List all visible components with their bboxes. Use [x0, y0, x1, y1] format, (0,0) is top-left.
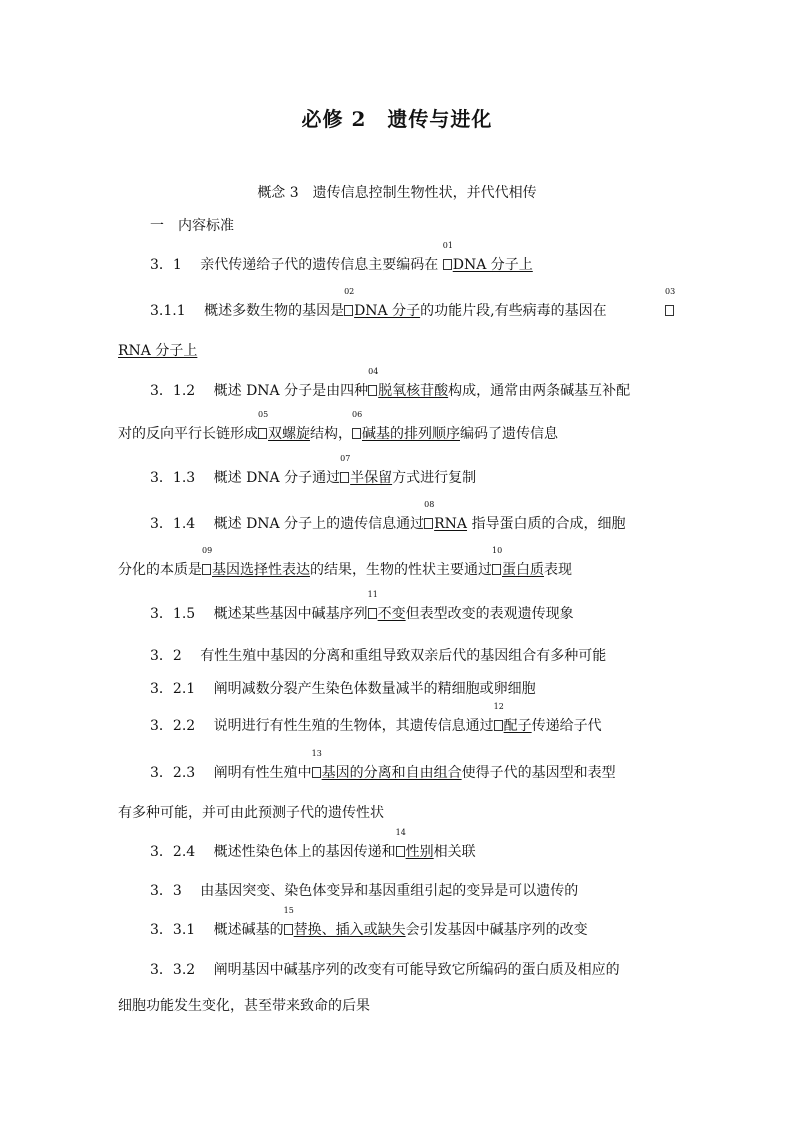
item-text: 由基因突变、染色体变异和基因重组引起的变异是可以遗传的 [200, 883, 579, 899]
item-text: 的结果，生物的性状主要通过 [310, 562, 492, 578]
item-number: 3．3 [150, 883, 182, 899]
item-text: 指导蛋白质的合成，细胞 [467, 516, 626, 532]
item-3-1-2 [150, 367, 631, 401]
item-text: 传递给子代 [531, 718, 602, 734]
item-text: 分化的本质是 [118, 562, 202, 578]
item-text: 概述某些基因中碱基序列 [213, 606, 368, 622]
answer-blank [492, 546, 503, 580]
answer-blank [424, 500, 435, 534]
item-3-1-1-cont [118, 341, 197, 361]
answer-text: 替换、插入或缺失 [293, 922, 406, 938]
checkbox-icon [258, 428, 267, 439]
item-number: 3．3.1 [150, 922, 196, 938]
answer-text: 脱氧核苷酸 [378, 383, 449, 399]
item-number: 3．2 [150, 648, 182, 664]
answer-text: 基因的分离和自由组合 [321, 765, 462, 781]
item-text: 概述 DNA 分子通过 [213, 470, 341, 486]
answer-text: 蛋白质 [502, 562, 544, 578]
item-3-1-1 [150, 287, 607, 321]
item-number: 3．3.2 [150, 962, 196, 978]
item-number: 3．1.5 [150, 606, 196, 622]
checkbox-icon [368, 385, 377, 396]
blank-number: 03 [665, 287, 676, 296]
blank-number: 11 [367, 590, 378, 599]
item-text: 阐明减数分裂产生染色体数量减半的精细胞或卵细胞 [213, 681, 536, 697]
blank-number: 12 [493, 702, 504, 711]
answer-text: RNA 分子上 [118, 343, 198, 359]
checkbox-icon [352, 428, 361, 439]
item-text: 有性生殖中基因的分离和重组导致双亲后代的基因组合有多种可能 [200, 648, 607, 664]
checkbox-icon [340, 472, 349, 483]
item-number: 3.1.1 [150, 303, 186, 319]
answer-text: 性别 [405, 844, 434, 860]
answer-text: 不变 [377, 606, 406, 622]
answer-blank [258, 410, 269, 444]
item-text: 构成，通常由两条碱基互补配 [448, 383, 631, 399]
item-3-2-3-cont [118, 803, 384, 823]
item-text: 对的反向平行长链形成 [118, 426, 258, 442]
item-3-1-3 [150, 454, 477, 488]
answer-blank [340, 454, 351, 488]
item-text: 阐明有性生殖中 [213, 765, 312, 781]
item-number: 3．2.4 [150, 844, 196, 860]
checkbox-icon [312, 767, 321, 778]
answer-blank [311, 749, 322, 783]
answer-text: DNA 分子 [354, 303, 421, 319]
item-number: 3．1.2 [150, 383, 196, 399]
item-3-3 [150, 881, 578, 901]
checkbox-icon [368, 608, 377, 619]
answer-text: 配子 [503, 718, 532, 734]
answer-blank [665, 287, 676, 321]
blank-number: 15 [283, 906, 294, 915]
answer-blank [344, 287, 355, 321]
answer-blank [395, 828, 406, 862]
blank-number: 05 [258, 410, 269, 419]
item-3-1-5 [150, 590, 574, 624]
item-text: 使得子代的基因型和表型 [461, 765, 616, 781]
item-3-2 [150, 646, 606, 666]
answer-blank [368, 367, 379, 401]
blank-number: 10 [492, 546, 503, 555]
item-text: 表现 [544, 562, 572, 578]
answer-text: 基因选择性表达 [212, 562, 310, 578]
blank-number: 09 [202, 546, 213, 555]
answer-text: DNA 分子上 [452, 257, 533, 273]
answer-blank [442, 241, 453, 275]
item-text: 说明进行有性生殖的生物体，其遗传信息通过 [213, 718, 494, 734]
blank-number: 04 [368, 367, 379, 376]
page-title: 必修 2 遗传与进化 [301, 107, 493, 131]
item-3-3-1 [150, 906, 588, 940]
item-text: 亲代传递给子代的遗传信息主要编码在 [200, 257, 439, 273]
checkbox-icon [443, 259, 452, 270]
checkbox-icon [396, 846, 405, 857]
concept-title: 概念 3 遗传信息控制生物性状，并代代相传 [257, 185, 537, 201]
item-text: 阐明基因中碱基序列的改变有可能导致它所编码的蛋白质及相应的 [213, 962, 620, 978]
item-text: 概述 DNA 分子上的遗传信息通过 [213, 516, 425, 532]
item-3-1-2-cont [118, 410, 558, 444]
item-text: 但表型改变的表观遗传现象 [405, 606, 574, 622]
item-text: 概述 DNA 分子是由四种 [213, 383, 369, 399]
item-text: 细胞功能发生变化，甚至带来致命的后果 [118, 998, 370, 1014]
item-text: 结构， [310, 426, 352, 442]
item-3-1-4 [150, 500, 626, 534]
section-heading: 一 内容标准 [150, 218, 234, 234]
checkbox-icon [494, 720, 503, 731]
answer-blank [202, 546, 213, 580]
item-number: 3．2.3 [150, 765, 196, 781]
item-number: 3．2.2 [150, 718, 196, 734]
item-text: 相关联 [433, 844, 476, 860]
item-text: 的功能片段,有些病毒的基因在 [420, 303, 607, 319]
item-text: 概述碱基的 [213, 922, 284, 938]
blank-number: 14 [395, 828, 406, 837]
item-3-3-2-cont [118, 996, 370, 1016]
answer-blank [283, 906, 294, 940]
blank-number: 01 [442, 241, 453, 250]
item-text: 有多种可能，并可由此预测子代的遗传性状 [118, 805, 384, 821]
item-3-2-2 [150, 702, 602, 736]
answer-text: 碱基的排列顺序 [362, 426, 460, 442]
item-3-2-3 [150, 749, 616, 783]
item-text: 概述多数生物的基因是 [204, 303, 345, 319]
item-number: 3．2.1 [150, 681, 196, 697]
item-3-2-4 [150, 828, 476, 862]
answer-text: RNA [434, 516, 468, 532]
checkbox-icon [284, 924, 293, 935]
item-number: 3．1 [150, 257, 182, 273]
item-text: 会引发基因中碱基序列的改变 [405, 922, 588, 938]
checkbox-icon [202, 564, 211, 575]
item-text: 概述性染色体上的基因传递和 [213, 844, 396, 860]
answer-text: 半保留 [350, 470, 393, 486]
checkbox-icon [665, 305, 674, 316]
checkbox-icon [492, 564, 501, 575]
blank-number: 06 [352, 410, 363, 419]
item-3-3-2 [150, 960, 620, 980]
checkbox-icon [424, 518, 433, 529]
item-text: 方式进行复制 [392, 470, 477, 486]
answer-blank [352, 410, 363, 444]
blank-number: 07 [340, 454, 351, 463]
item-3-1-4-cont [118, 546, 572, 580]
blank-number: 08 [424, 500, 435, 509]
item-3-2-1 [150, 679, 536, 699]
item-text: 编码了遗传信息 [460, 426, 558, 442]
blank-number: 02 [344, 287, 355, 296]
item-3-1 [150, 241, 533, 275]
answer-blank [493, 702, 504, 736]
item-number: 3．1.4 [150, 516, 196, 532]
item-number: 3．1.3 [150, 470, 196, 486]
blank-number: 13 [311, 749, 322, 758]
answer-blank [367, 590, 378, 624]
answer-text: 双螺旋 [268, 426, 310, 442]
checkbox-icon [344, 305, 353, 316]
